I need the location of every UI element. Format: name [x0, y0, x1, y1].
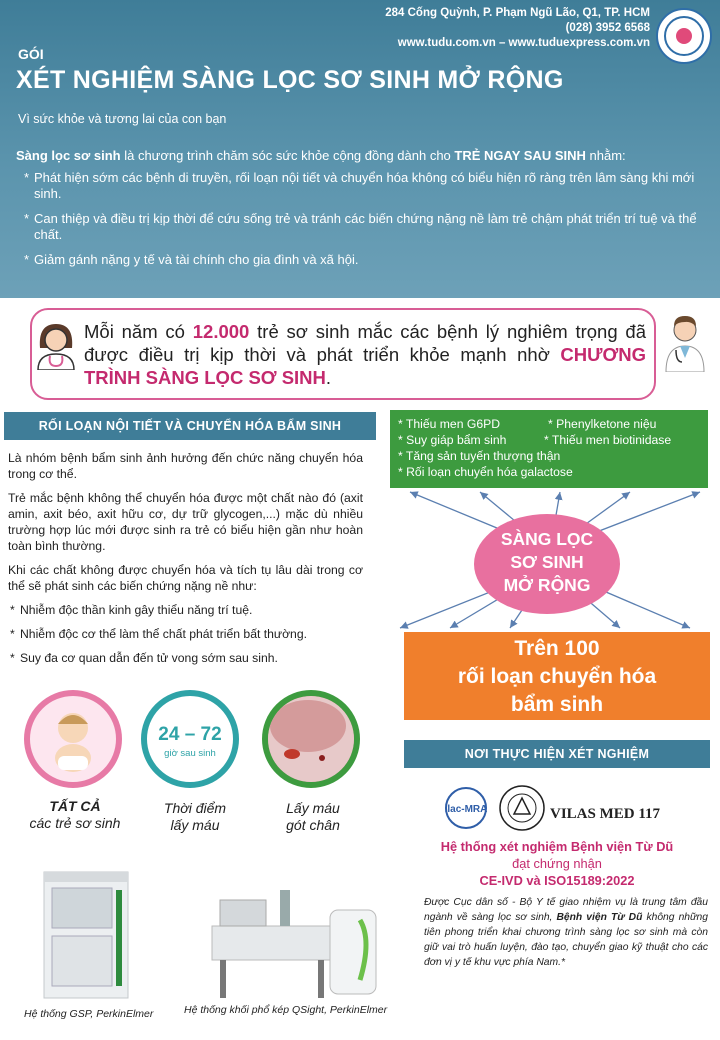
header-band: [0, 0, 720, 298]
caption-gsp: Hệ thống GSP, PerkinElmer: [24, 1008, 154, 1020]
desc-hospital-name: Bệnh viện Từ Dũ: [556, 912, 643, 923]
disease-item: * Thiếu men G6PD: [398, 417, 501, 431]
caption-text: gót chân: [286, 817, 340, 833]
heel-prick-icon: [268, 696, 354, 782]
package-label: GÓI: [18, 46, 44, 62]
paragraph: Trẻ mắc bệnh không thể chuyển hóa được một chất nào đó (axit amin, axit béo, axit hữu cơ, dự trữ glycogen,...) mặc dù nhiều trường hợp lúc mới được sinh ra trẻ có biểu hiện gần như hoàn toàn bình thường.: [8, 491, 363, 553]
banner-program: CHƯƠNG TRÌNH SÀNG LỌC SƠ SINH: [84, 344, 646, 388]
hospital-logo-icon: [656, 8, 712, 64]
complication-item: * Nhiễm độc cơ thể làm thể chất phát triển bất thường.: [8, 626, 363, 642]
caption-text: các trẻ sơ sinh: [29, 815, 121, 831]
bubble-line: SƠ SINH: [510, 552, 584, 572]
banner-t2: trẻ sơ sinh mắc các bệnh lý nghiêm trọng đã được điều trị kịp thời và phát triển khỏe mạnh nhờ: [84, 321, 646, 365]
caption-qsight: Hệ thống khối phổ kép QSight, PerkinElmer: [184, 1004, 388, 1016]
banner-t3: .: [325, 367, 332, 388]
disorder-count-box: [404, 632, 710, 720]
banner-t1: Mỗi năm có: [84, 321, 193, 342]
disease-item: * Thiếu men biotinidase: [544, 433, 672, 447]
caption-heel: [258, 800, 368, 834]
qsight-mass-spec-image: [210, 880, 380, 1000]
address: 284 Cống Quỳnh, P. Phạm Ngũ Lão, Q1, TP. HCM: [385, 7, 650, 19]
disease-item: * Suy giáp bẩm sinh: [398, 433, 507, 447]
cert-line: đạt chứng nhận: [512, 856, 602, 871]
intro-bullet: * Can thiệp và điều trị kịp thời để cứu sống trẻ và tránh các biến chứng nặng nề làm trẻ chậm phát triển trí tuệ và thể chất.: [16, 211, 706, 243]
complication-item: * Suy đa cơ quan dẫn đến tử vong sớm sau sinh.: [8, 650, 363, 666]
disease-item: * Rối loạn chuyển hóa galactose: [398, 465, 573, 479]
heel-prick-circle: [262, 690, 360, 788]
certification-text: [404, 838, 710, 889]
hospital-description: [424, 895, 708, 970]
intro-bullet: * Giảm gánh nặng y tế và tài chính cho gia đình và xã hội.: [16, 252, 706, 268]
accreditation-seal-icon: [498, 784, 546, 832]
disease-item: * Phenylketone niệu: [548, 417, 657, 431]
banner-text: [84, 320, 646, 389]
count-line: rối loạn chuyển hóa: [457, 665, 657, 688]
timing-unit: giờ sau sinh: [164, 748, 216, 759]
ilac-mra-logo-icon: [440, 786, 492, 830]
caption-timing: [140, 800, 250, 834]
timing-number: 24 – 72: [158, 724, 222, 745]
cert-line: Hệ thống xét nghiệm Bệnh viện Từ Dũ: [440, 839, 674, 854]
phone: (028) 3952 6568: [565, 22, 650, 34]
intro-bullet: * Phát hiện sớm các bệnh di truyền, rối loạn nội tiết và chuyển hóa không có biểu hiện rõ ràng trên lâm sàng khi mới sinh.: [16, 170, 706, 202]
complication-item: * Nhiễm độc thần kinh gây thiểu năng trí tuệ.: [8, 602, 363, 618]
intro-lead-bold: Sàng lọc sơ sinh: [16, 148, 121, 163]
desc-part: không những tiên phong triển khai chương trình sàng lọc sơ sinh mà còn giữ vai trò huấn luyện, đào tạo, chuyển giao kỹ thuật cho các đơn vị y tế khu vực phía Nam.*: [424, 912, 708, 968]
expanded-screening-bubble: [474, 514, 620, 614]
timing-circle: [141, 690, 239, 788]
stat-banner: [30, 308, 656, 400]
baby-icon: [30, 696, 116, 782]
contact-info: [385, 6, 650, 51]
caption-text: lấy máu: [170, 817, 220, 833]
intro-lead-end: nhằm:: [585, 148, 626, 163]
baby-circle: [24, 690, 122, 788]
bubble-line: SÀNG LỌC: [500, 529, 594, 549]
ilac-logo-text: ilac-MRA: [444, 804, 488, 815]
paragraph: Là nhóm bệnh bẩm sinh ảnh hưởng đến chức năng chuyển hóa trong cơ thể.: [8, 451, 363, 481]
caption-all-babies: [20, 798, 130, 832]
desc-part: Được Cục dân số - Bộ Y tế giao nhiệm vụ là trung tâm đầu ngành về sàng lọc sơ sinh,: [424, 897, 708, 923]
banner-number: 12.000: [192, 321, 250, 342]
section-heading-metabolic: RỐI LOẠN NỘI TIẾT VÀ CHUYỂN HÓA BẨM SINH: [4, 412, 376, 440]
intro-lead-bold2: TRẺ NGAY SAU SINH: [454, 148, 586, 163]
bubble-line: MỞ RỘNG: [503, 575, 591, 595]
caption-bold: TẤT CẢ: [49, 798, 101, 814]
website[interactable]: www.tudu.com.vn – www.tuduexpress.com.vn: [397, 37, 650, 49]
cert-line: CE-IVD và ISO15189:2022: [479, 873, 635, 888]
paragraph: Khi các chất không được chuyển hóa và tích tụ lâu dài trong cơ thể sẽ phát sinh các biến chứng nặng nề như:: [8, 563, 363, 593]
page-subtitle: Vì sức khỏe và tương lai của con bạn: [18, 112, 227, 126]
disease-item: * Tăng sản tuyến thượng thận: [398, 449, 561, 463]
count-line: Trên 100: [514, 637, 600, 660]
intro-lead-mid: là chương trình chăm sóc sức khỏe cộng đồng dành cho: [120, 148, 455, 163]
disease-list-box: [390, 410, 708, 488]
gsp-analyzer-image: [40, 870, 132, 1000]
intro-text: [16, 148, 706, 277]
caption-text: Thời điểm: [163, 800, 227, 816]
section-body-metabolic: [8, 450, 363, 674]
section-heading-location: NƠI THỰC HIỆN XÉT NGHIỆM: [404, 740, 710, 768]
vilas-code: VILAS MED 117: [550, 806, 661, 822]
male-doctor-icon: [662, 312, 708, 372]
count-line: bẩm sinh: [510, 693, 604, 716]
female-doctor-icon: [32, 318, 80, 370]
caption-text: Lấy máu: [286, 800, 340, 816]
page-title: XÉT NGHIỆM SÀNG LỌC SƠ SINH MỞ RỘNG: [16, 66, 564, 94]
